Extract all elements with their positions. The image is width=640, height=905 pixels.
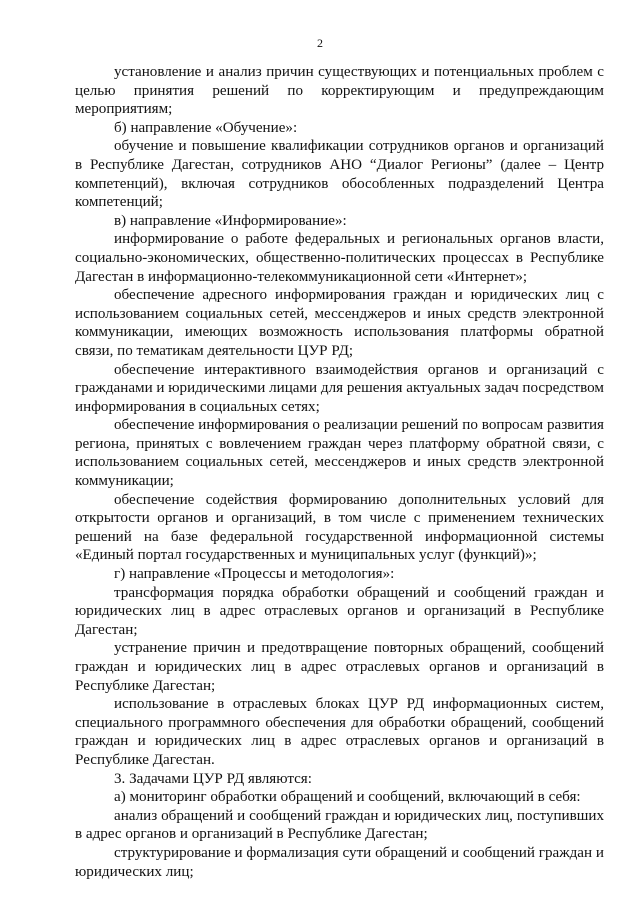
paragraph: устранение причин и предотвращение повторных обращений, сообщений граждан и юридических лиц в адрес отраслевых органов и организаций в Республике Дагестан; <box>75 640 604 694</box>
section-heading-g: г) направление «Процессы и методология»: <box>114 566 395 583</box>
subsection-heading-a: а) мониторинг обработки обращений и сообщений, включающий в себя: <box>114 789 581 806</box>
paragraph: обеспечение адресного информирования граждан и юридических лиц с использованием социальных сетей, мессенджеров и иных средств электронной коммуникации, имеющих возможность использования платформы обратной связи, по тематикам деятельности ЦУР РД; <box>75 287 604 359</box>
paragraph: обучение и повышение квалификации сотрудников органов и организаций в Республике Дагестан, сотрудников АНО “Диалог Регионы” (далее – Центр компетенций), включая сотрудников обособленных подразделений Центра компетенций; <box>75 138 604 211</box>
paragraph: трансформация порядка обработки обращений и сообщений граждан и юридических лиц в адрес отраслевых органов и организаций в Республике Дагестан; <box>75 584 604 638</box>
page-number: 2 <box>317 36 323 50</box>
document-body <box>75 63 604 881</box>
paragraph: структурирование и формализация сути обращений и сообщений граждан и юридических лиц; <box>75 844 604 880</box>
paragraph: анализ обращений и сообщений граждан и юридических лиц, поступивших в адрес органов и организаций в Республике Дагестан; <box>75 807 604 843</box>
section-heading-3: 3. Задачами ЦУР РД являются: <box>114 770 312 787</box>
paragraph: обеспечение содействия формированию дополнительных условий для открытости органов и организаций, в том числе с применением технических решений на базе федеральной государственной информационной системы «Единый портал государственных и муниципальных услуг (функций)»; <box>75 491 604 564</box>
paragraph: информирование о работе федеральных и региональных органов власти, социально-экономических, общественно-политических процессах в Республике Дагестан в информационно-телекоммуникационной сети «Интернет»; <box>75 231 604 285</box>
paragraph: установление и анализ причин существующих и потенциальных проблем с целью принятия решений по корректирующим и предупреждающим мероприятиям; <box>75 64 604 118</box>
section-heading-b: б) направление «Обучение»: <box>114 119 298 136</box>
section-heading-v: в) направление «Информирование»: <box>114 212 347 229</box>
paragraph: обеспечение интерактивного взаимодействия органов и организаций с гражданами и юридическими лицами для решения актуальных задач посредством информирования в социальных сетях; <box>75 361 604 415</box>
paragraph: обеспечение информирования о реализации решений по вопросам развития региона, принятых с вовлечением граждан через платформу обратной связи, с использованием социальных сетей, мессенджеров и иных средств электронной коммуникации; <box>75 417 604 490</box>
paragraph: использование в отраслевых блоках ЦУР РД информационных систем, специального программного обеспечения для обработки обращений, сообщений граждан и юридических лиц в адрес отраслевых органов и организаций в Республике Дагестан. <box>75 696 604 768</box>
